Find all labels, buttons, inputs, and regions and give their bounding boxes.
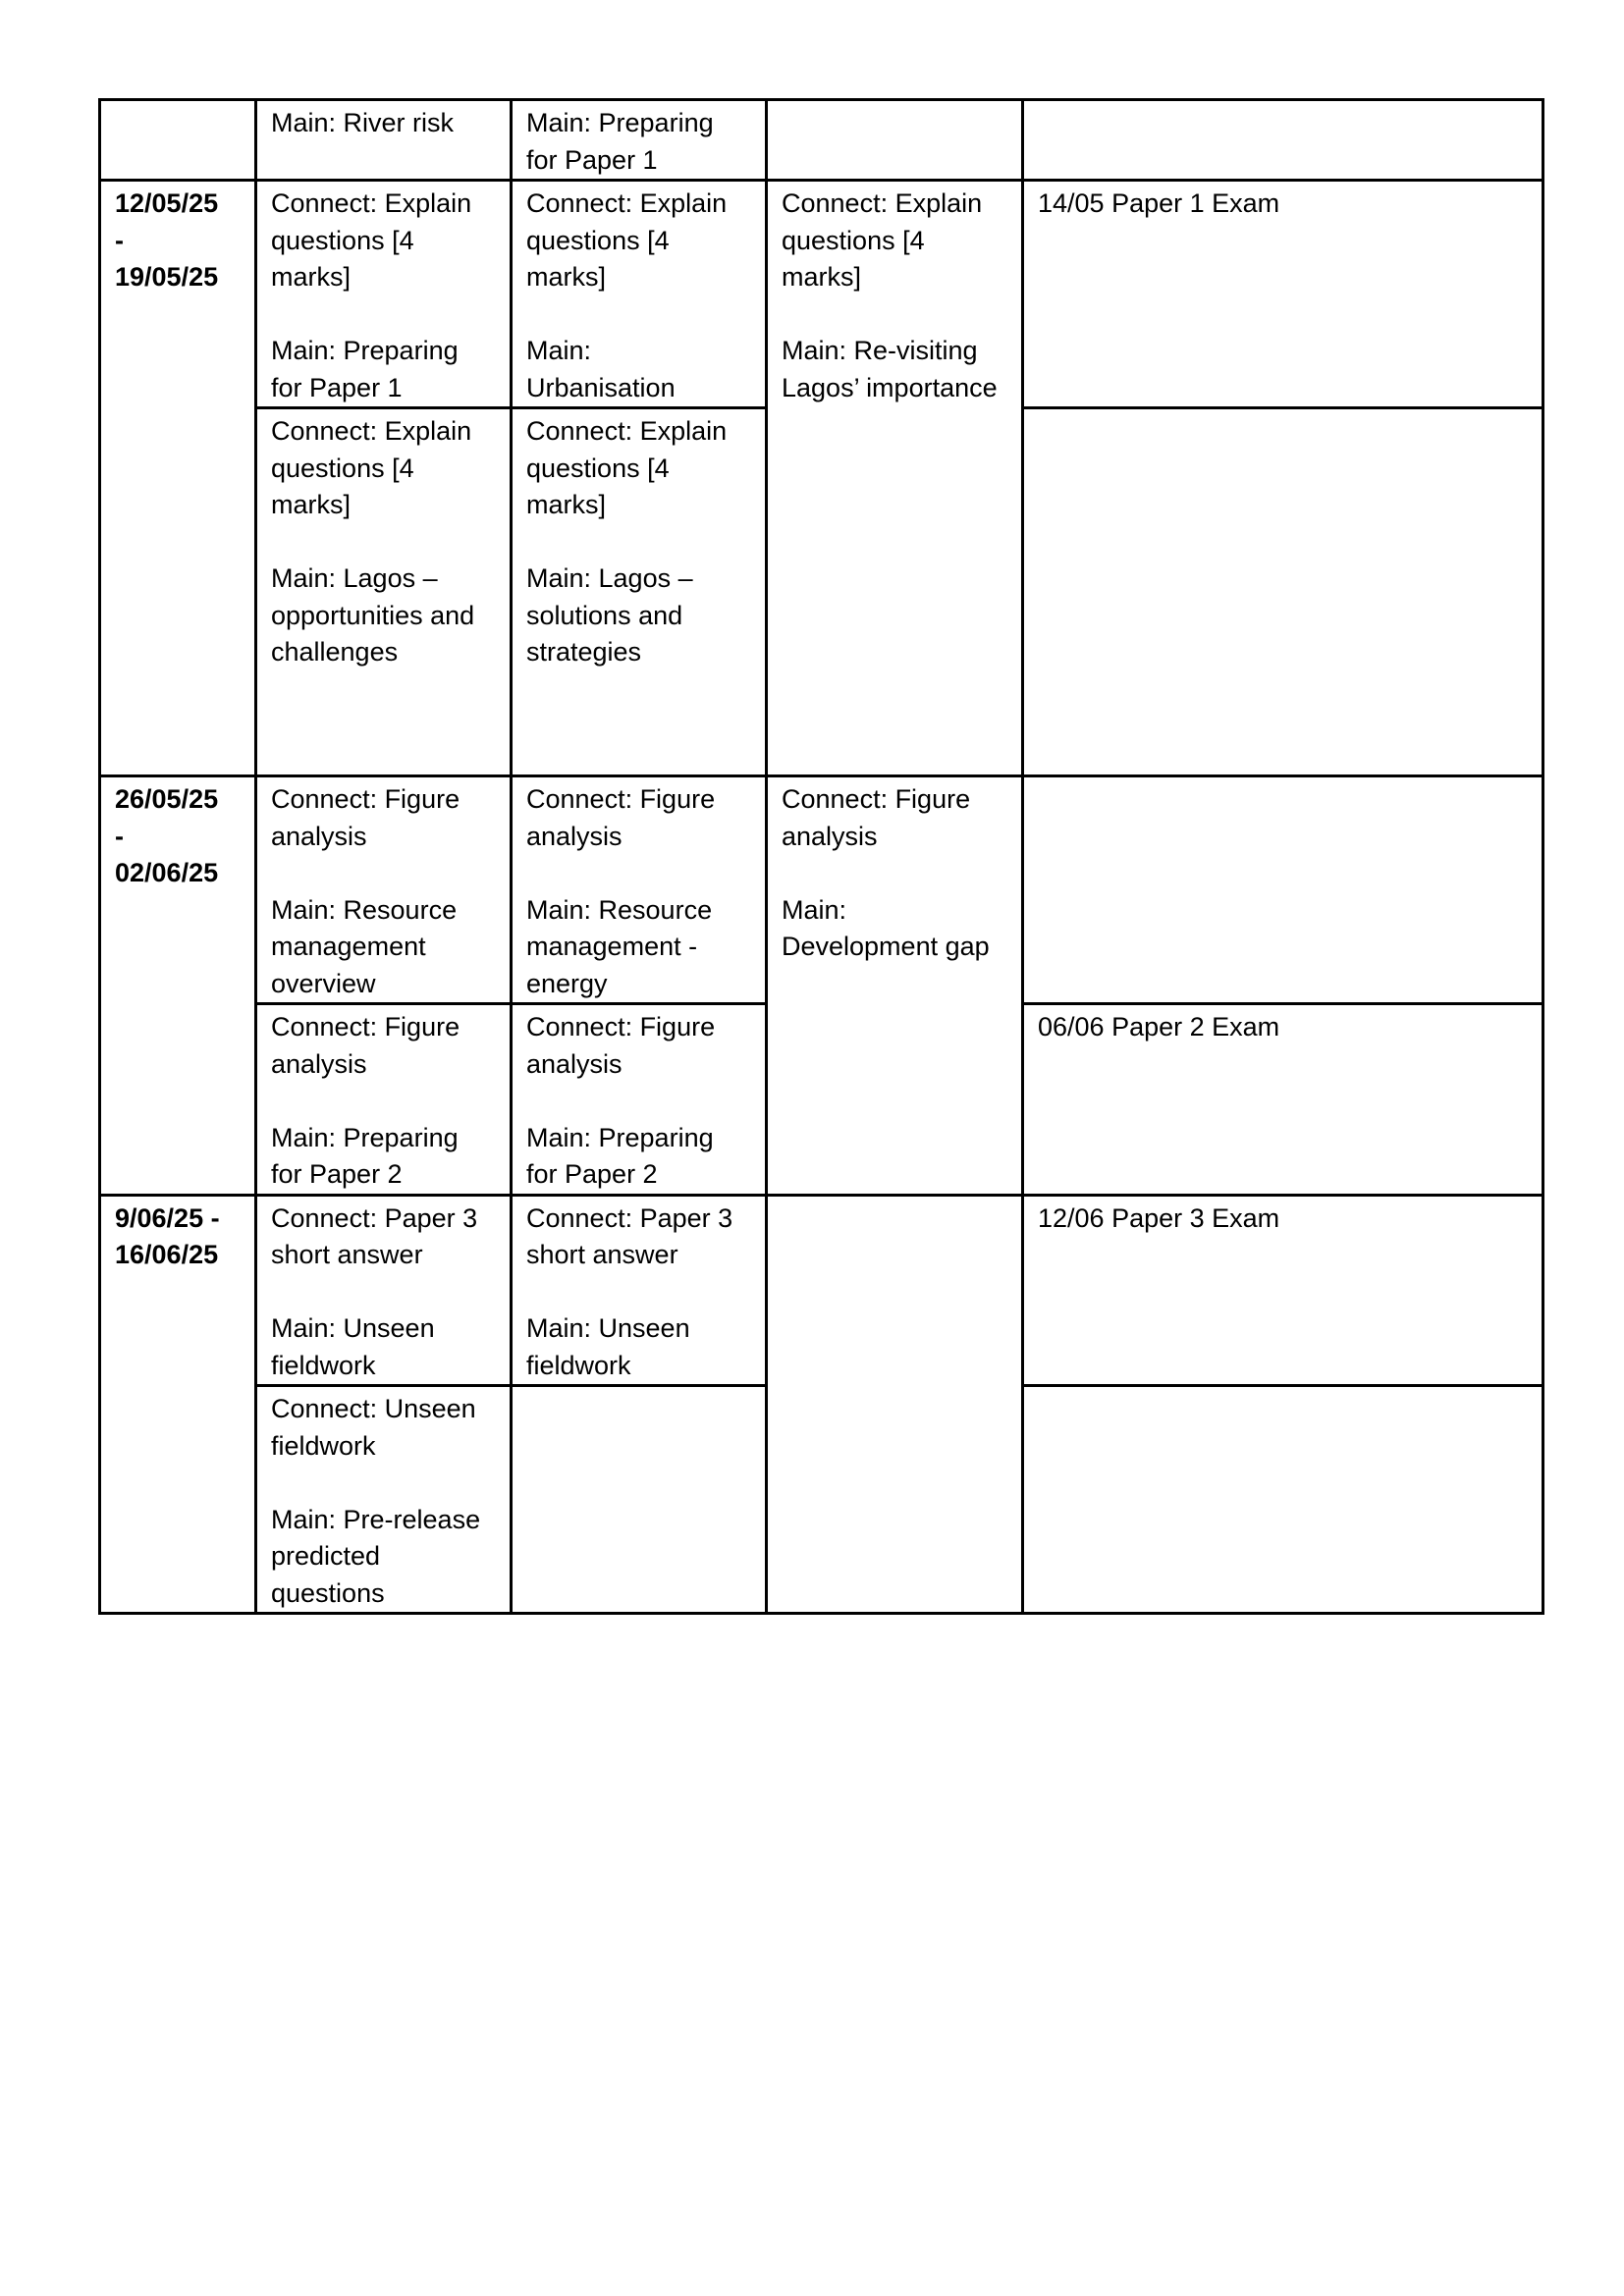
main-text: Main: Re-visiting Lagos’ importance — [782, 336, 998, 402]
main-text: Main: Urbanisation — [526, 336, 676, 402]
lesson-cell — [256, 1195, 512, 1386]
notes-cell — [1023, 100, 1543, 181]
main-text: Main: Preparing for Paper 2 — [526, 1122, 714, 1189]
week-cell — [100, 100, 256, 181]
week-dates-cell — [100, 181, 256, 776]
lesson-cell — [256, 1386, 512, 1614]
lesson-cell — [256, 181, 512, 408]
table-row — [100, 1195, 1543, 1386]
connect-text: Connect: Explain questions [4 marks] — [526, 188, 728, 292]
main-text: Main: Unseen fieldwork — [526, 1313, 690, 1380]
week-dates-cell — [100, 1195, 256, 1614]
lesson-cell — [512, 776, 767, 1004]
main-text: Main: Preparing for Paper 1 — [526, 108, 714, 175]
week-dates: 9/06/25 - 16/06/25 — [115, 1202, 220, 1269]
main-text: Main: Resource management - energy — [526, 894, 713, 998]
connect-text: Connect: Figure analysis — [271, 1012, 460, 1079]
notes-cell — [1023, 1004, 1543, 1196]
notes-cell — [1023, 776, 1543, 1004]
lesson-cell — [767, 100, 1023, 181]
lesson-cell — [512, 1386, 767, 1614]
connect-text: Connect: Figure analysis — [526, 784, 716, 851]
connect-text: Connect: Explain questions [4 marks] — [782, 188, 983, 292]
main-text: Main: Lagos – opportunities and challenges — [271, 563, 475, 667]
lesson-cell — [767, 776, 1023, 1196]
lesson-cell — [512, 100, 767, 181]
notes-cell — [1023, 181, 1543, 408]
week-dates: 12/05/25 - 19/05/25 — [115, 188, 219, 292]
connect-text: Connect: Figure analysis — [526, 1012, 716, 1079]
lesson-cell — [256, 100, 512, 181]
notes-cell — [1023, 1386, 1543, 1614]
lesson-cell — [256, 408, 512, 776]
connect-text: Connect: Explain questions [4 marks] — [271, 188, 472, 292]
table-row — [100, 100, 1543, 181]
main-text: Main: Pre-release predicted questions — [271, 1504, 481, 1608]
main-text: Main: Preparing for Paper 1 — [271, 336, 459, 402]
lesson-cell — [256, 776, 512, 1004]
table-row — [100, 181, 1543, 408]
lesson-cell — [512, 1004, 767, 1196]
lesson-cell — [512, 408, 767, 776]
table-row — [100, 776, 1543, 1004]
main-text: Main: Unseen fieldwork — [271, 1313, 435, 1380]
lesson-schedule-table — [98, 98, 1544, 1615]
main-text: Main: Resource management overview — [271, 894, 458, 998]
connect-text: Connect: Unseen fieldwork — [271, 1394, 476, 1461]
lesson-cell — [512, 181, 767, 408]
notes-cell — [1023, 1195, 1543, 1386]
connect-text: Connect: Figure analysis — [271, 784, 460, 851]
main-text: Main: Development gap — [782, 894, 990, 961]
lesson-cell — [767, 1195, 1023, 1614]
connect-text: Connect: Figure analysis — [782, 784, 971, 851]
exam-note: 06/06 Paper 2 Exam — [1038, 1012, 1280, 1041]
exam-note: 14/05 Paper 1 Exam — [1038, 188, 1280, 218]
main-text: Main: Preparing for Paper 2 — [271, 1122, 459, 1189]
exam-note: 12/06 Paper 3 Exam — [1038, 1202, 1280, 1233]
lesson-cell — [512, 1195, 767, 1386]
week-dates-cell — [100, 776, 256, 1196]
week-dates: 26/05/25 - 02/06/25 — [115, 784, 219, 887]
connect-text: Connect: Explain questions [4 marks] — [271, 416, 472, 519]
lesson-cell — [767, 181, 1023, 776]
connect-text: Connect: Paper 3 short answer — [526, 1202, 733, 1269]
main-text: Main: Lagos – solutions and strategies — [526, 563, 693, 667]
connect-text: Connect: Explain questions [4 marks] — [526, 416, 728, 519]
lesson-cell — [256, 1004, 512, 1196]
connect-text: Connect: Paper 3 short answer — [271, 1202, 478, 1269]
notes-cell — [1023, 408, 1543, 776]
main-text: Main: River risk — [271, 108, 455, 137]
